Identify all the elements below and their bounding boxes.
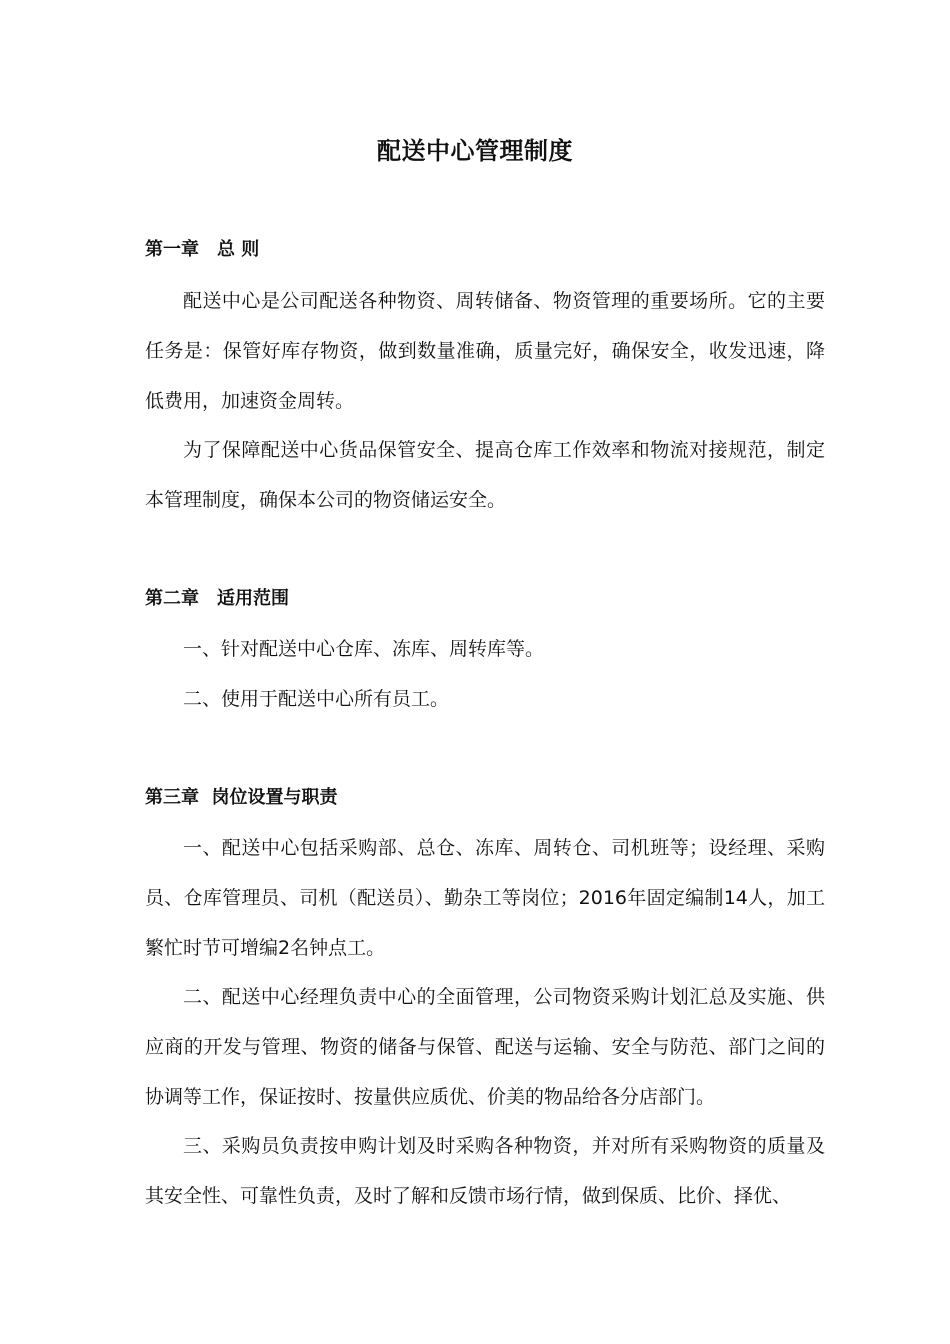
- document-title: 配送中心管理制度: [377, 137, 573, 165]
- chapter-3-item-3: 三、采购员负责按申购计划及时采购各种物资，并对所有采购物资的质量及其安全性、可靠性负责，及时了解和反馈市场行情，做到保质、比价、择优、: [145, 1135, 825, 1207]
- chapter-1-heading: 第一章 总 则: [145, 239, 260, 260]
- chapter-3-item-1: 一、配送中心包括采购部、总仓、冻库、周转仓、司机班等；设经理、采购员、仓库管理员、司机（配送员）、勤杂工等岗位；2016年固定编制14人，加工繁忙时节可增编2名钟点工。: [145, 837, 825, 959]
- chapter-1-paragraph-1: 配送中心是公司配送各种物资、周转储备、物资管理的重要场所。它的主要任务是：保管好库存物资，做到数量准确，质量完好，确保安全，收发迅速，降低费用，加速资金周转。: [145, 290, 825, 412]
- chapter-2-heading: 第二章 适用范围: [145, 588, 289, 609]
- chapter-3-item-2: 二、配送中心经理负责中心的全面管理，公司物资采购计划汇总及实施、供应商的开发与管理、物资的储备与保管、配送与运输、安全与防范、部门之间的协调等工作，保证按时、按量供应质优、价美的物品给各分店部门。: [145, 986, 825, 1108]
- chapter-2-item-2: 二、使用于配送中心所有员工。: [183, 688, 450, 710]
- chapter-3-heading: 第三章 岗位设置与职责: [145, 787, 338, 808]
- chapter-2-item-1: 一、针对配送中心仓库、冻库、周转库等。: [183, 638, 545, 660]
- chapter-1-paragraph-2: 为了保障配送中心货品保管安全、提高仓库工作效率和物流对接规范，制定本管理制度，确保本公司的物资储运安全。: [145, 439, 825, 511]
